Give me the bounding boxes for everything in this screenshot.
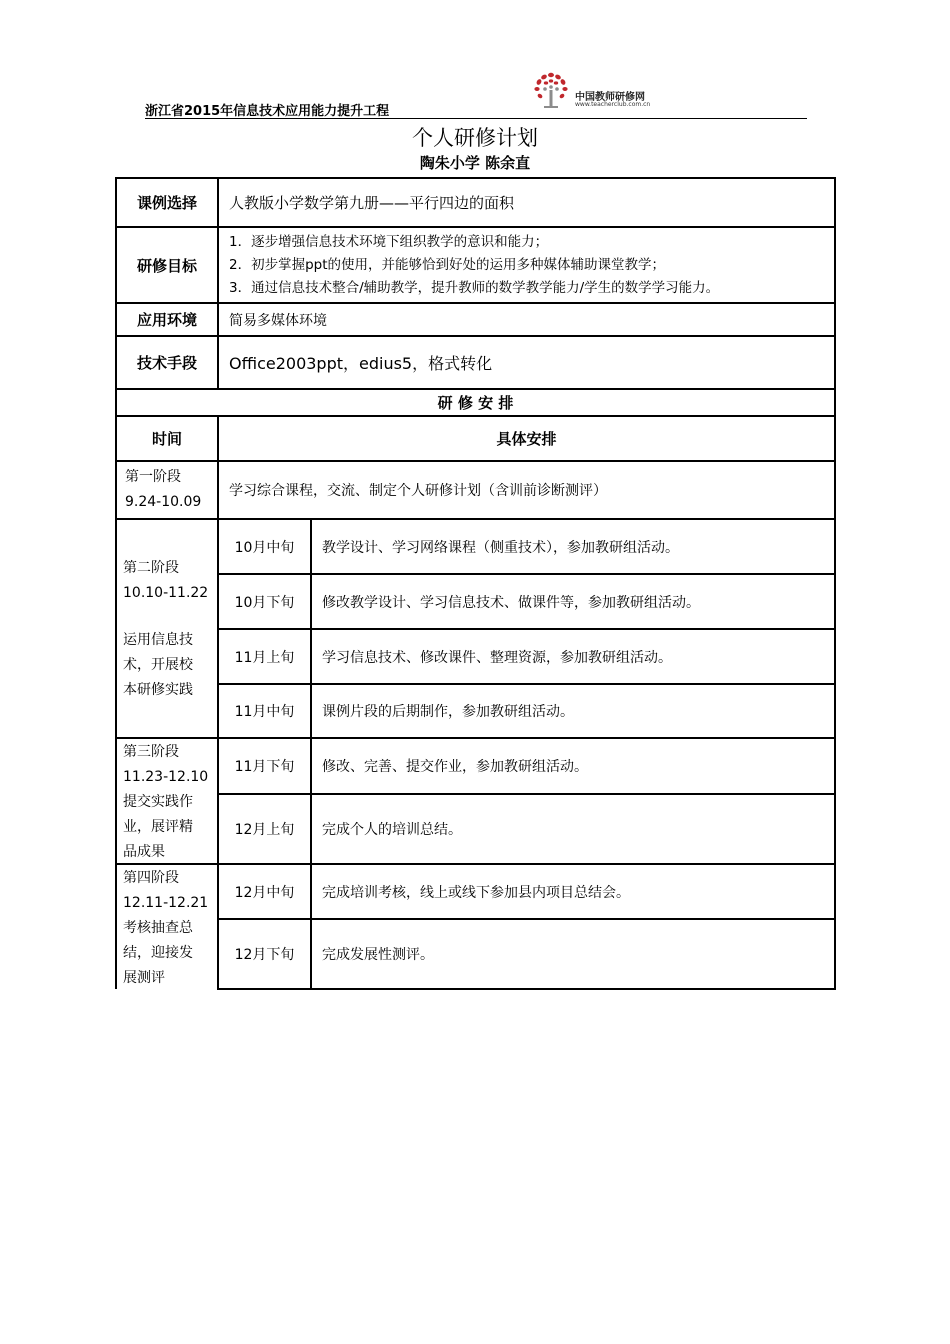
stage-desc: 运用信息技	[123, 632, 193, 648]
plan-cell: 完成培训考核，线上或线下参加县内项目总结会。	[310, 863, 836, 918]
stage-desc: 术，开展校	[123, 657, 193, 673]
stage-dates: 9.24-10.09	[125, 494, 202, 510]
period-cell: 12月下旬	[217, 918, 310, 990]
stage-desc: 结，迎接发	[123, 945, 193, 961]
value-environment: 简易多媒体环境	[217, 302, 836, 335]
period-cell: 11月上旬	[217, 628, 310, 683]
plan-cell: 完成个人的培训总结。	[310, 793, 836, 863]
stage-dates: 12.11-12.21	[123, 895, 209, 911]
plan-cell: 修改、完善、提交作业，参加教研组活动。	[310, 737, 836, 793]
stage-1-cell	[115, 460, 217, 518]
page-header	[115, 70, 807, 120]
schedule-heading: 研 修 安 排	[115, 388, 836, 415]
stage-name: 第一阶段	[125, 469, 181, 485]
col-time-header: 时间	[115, 415, 217, 460]
label-environment: 应用环境	[115, 302, 217, 335]
stage-name: 第二阶段	[123, 560, 179, 576]
stage-desc: 展测评	[123, 970, 165, 986]
header-divider	[145, 118, 807, 119]
value-goals	[217, 226, 836, 302]
stage-name: 第三阶段	[123, 744, 179, 760]
logo-url: www.teacherclub.com.cn	[575, 101, 651, 108]
col-plan-header: 具体安排	[217, 415, 836, 460]
label-goals: 研修目标	[115, 226, 217, 302]
stage-name: 第四阶段	[123, 870, 179, 886]
stage-1-plan: 学习综合课程，交流、制定个人研修计划（含训前诊断测评）	[217, 460, 836, 518]
stage-dates: 10.10-11.22	[123, 585, 209, 601]
period-cell: 10月下旬	[217, 573, 310, 628]
plan-cell: 课例片段的后期制作，参加教研组活动。	[310, 683, 836, 737]
plan-cell: 学习信息技术、修改课件、整理资源，参加教研组活动。	[310, 628, 836, 683]
stage-desc: 考核抽查总	[123, 920, 193, 936]
plan-cell: 完成发展性测评。	[310, 918, 836, 990]
stage-2-cell	[115, 518, 217, 737]
label-tech: 技术手段	[115, 335, 217, 388]
stage-desc: 品成果	[123, 844, 165, 860]
stage-desc: 本研修实践	[123, 682, 193, 698]
goal-line: 3．通过信息技术整合/辅助教学，提升教师的数学教学能力/学生的数学学习能力。	[229, 279, 720, 296]
stage-desc: 业，展评精	[123, 819, 193, 835]
value-tech: Office2003ppt，edius5，格式转化	[217, 335, 836, 388]
plan-cell: 教学设计、学习网络课程（侧重技术），参加教研组活动。	[310, 518, 836, 573]
teacherclub-logo	[527, 70, 677, 114]
logo-flower-icon	[527, 70, 575, 114]
stage-4-cell	[115, 863, 217, 989]
document-author: 陶朱小学 陈余直	[419, 154, 531, 172]
logo-name: 中国教师研修网	[575, 92, 645, 103]
period-cell: 12月上旬	[217, 793, 310, 863]
stage-desc: 提交实践作	[123, 794, 193, 810]
period-cell: 11月中旬	[217, 683, 310, 737]
value-case: 人教版小学数学第九册——平行四边的面积	[217, 177, 836, 226]
project-title: 浙江省2015年信息技术应用能力提升工程	[145, 104, 390, 119]
document-title: 个人研修计划	[412, 126, 538, 150]
period-cell: 10月中旬	[217, 518, 310, 573]
stage-dates: 11.23-12.10	[123, 769, 209, 785]
period-cell: 12月中旬	[217, 863, 310, 918]
stage-3-cell	[115, 737, 217, 863]
plan-cell: 修改教学设计、学习信息技术、做课件等，参加教研组活动。	[310, 573, 836, 628]
goal-line: 1．逐步增强信息技术环境下组织教学的意识和能力；	[229, 233, 549, 250]
label-case: 课例选择	[115, 177, 217, 226]
period-cell: 11月下旬	[217, 737, 310, 793]
goal-line: 2．初步掌握ppt的使用，并能够恰到好处的运用多种媒体辅助课堂教学；	[229, 256, 666, 273]
